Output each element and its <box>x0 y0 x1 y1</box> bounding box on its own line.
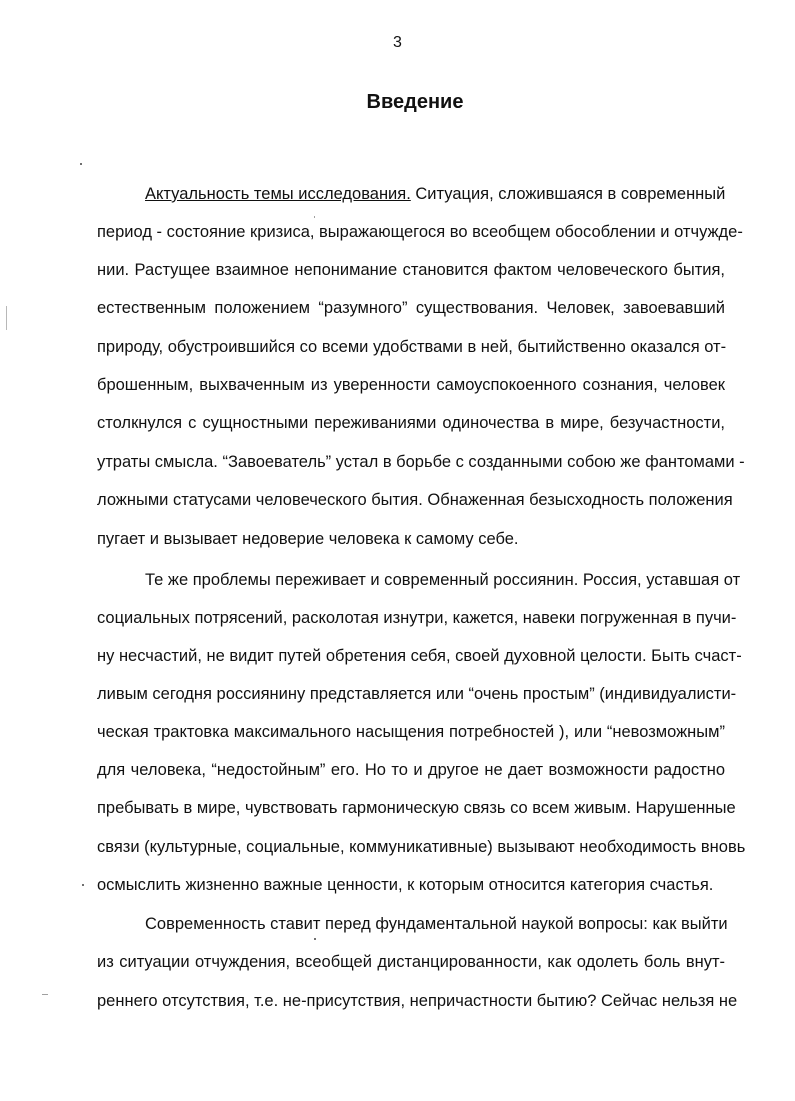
scan-speck <box>6 306 7 330</box>
text-line: осмыслить жизненно важные ценности, к которым относится категория счастья. <box>97 876 714 894</box>
text-line: утраты смысла. “Завоеватель” устал в борьбе с созданными собою же фантомами - <box>97 453 745 471</box>
scan-speck <box>80 163 82 165</box>
text-line: для человека, “недостойным” его. Но то и другое не дает возможности радостно <box>97 761 725 779</box>
scan-speck <box>314 938 316 940</box>
text-line: нии. Растущее взаимное непонимание становится фактом человеческого бытия, <box>97 261 725 279</box>
scan-speck <box>42 994 48 995</box>
text-line: Современность ставит перед фундаментальной наукой вопросы: как выйти <box>145 915 728 933</box>
text-line: ческая трактовка максимального насыщения потребностей ), или “невозможным” <box>97 723 725 741</box>
text-line-fragment: Ситуация, сложившаяся в современный <box>415 185 726 203</box>
page-number: 3 <box>393 34 402 51</box>
scan-speck <box>82 884 84 886</box>
text-line: реннего отсутствия, т.е. не-присутствия, непричастности бытию? Сейчас нельзя не <box>97 992 738 1010</box>
page-title: Введение <box>366 91 464 113</box>
text-line: ливым сегодня россиянину представляется или “очень простым” (индивидуалисти- <box>97 685 737 703</box>
text-line: брошенным, выхваченным из уверенности самоуспокоенного сознания, человек <box>97 376 725 394</box>
text-line: связи (культурные, социальные, коммуникативные) вызывают необходимость вновь <box>97 838 746 856</box>
text-line: ложными статусами человеческого бытия. Обнаженная безысходность положения <box>97 491 733 509</box>
text-line: пребывать в мире, чувствовать гармоническую связь со всем живым. Нарушенные <box>97 799 736 817</box>
text-line: ну несчастий, не видит путей обретения себя, своей духовной целости. Быть счаст- <box>97 647 742 665</box>
text-line: социальных потрясений, расколотая изнутри, кажется, навеки погруженная в пучи- <box>97 609 737 627</box>
section-heading: Актуальность темы исследования. <box>145 185 411 203</box>
text-line: естественным положением “разумного” существования. Человек, завоевавший <box>97 299 725 317</box>
text-line: из ситуации отчуждения, всеобщей дистанцированности, как одолеть боль внут- <box>97 953 725 971</box>
text-line <box>145 183 725 205</box>
text-line: пугает и вызывает недоверие человека к самому себе. <box>97 530 519 548</box>
text-line: период - состояние кризиса, выражающегося во всеобщем обособлении и отчужде- <box>97 223 743 241</box>
text-line: Те же проблемы переживает и современный россиянин. Россия, уставшая от <box>145 571 741 589</box>
text-line: природу, обустроившийся со всеми удобствами в ней, бытийственно оказался от- <box>97 338 727 356</box>
scan-speck <box>314 216 315 218</box>
text-line: столкнулся с сущностными переживаниями одиночества в мире, безучастности, <box>97 414 725 432</box>
